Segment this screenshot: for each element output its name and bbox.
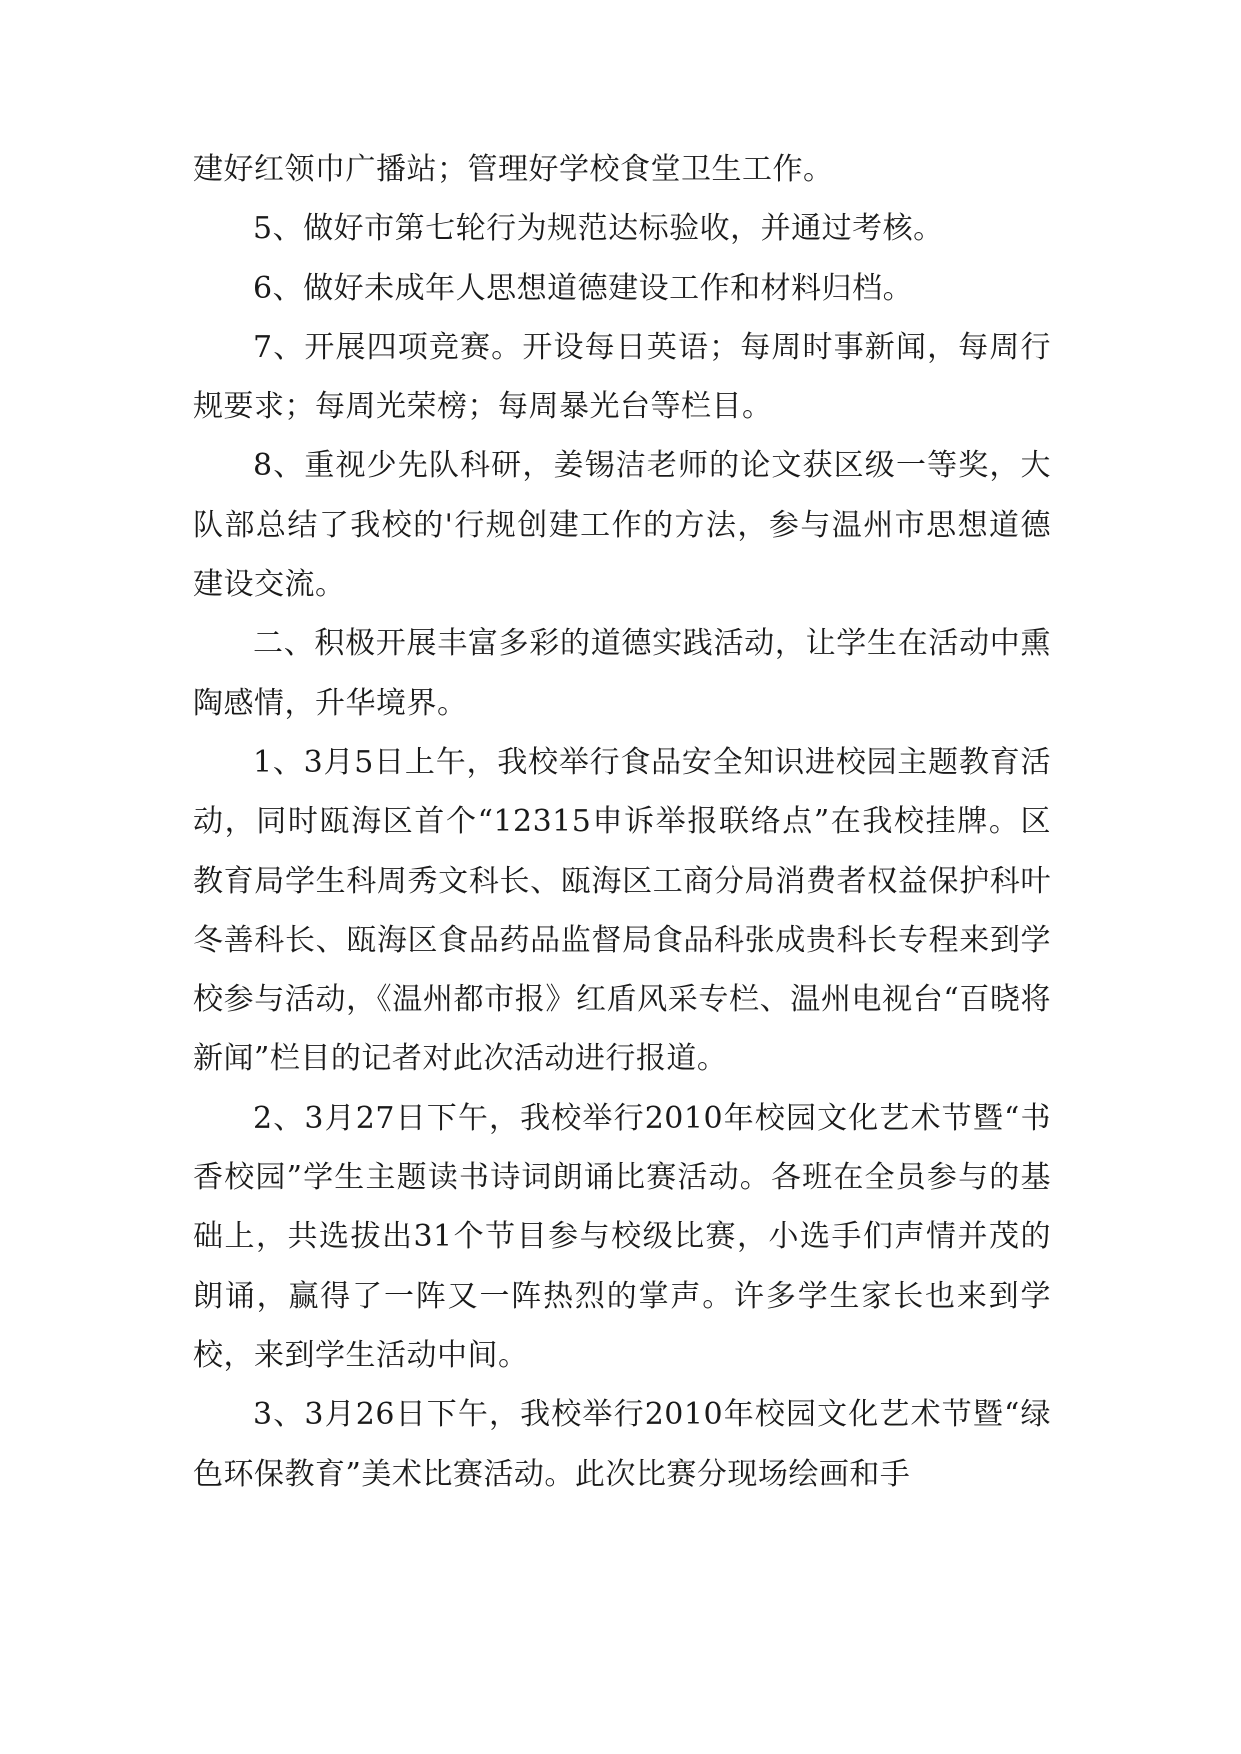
document-page bbox=[193, 140, 1051, 1504]
paragraph-activity-2: 2、3月27日下午，我校举行2010年校园文化艺术节暨“书香校园”学生主题读书诗词朗诵比赛活动。各班在全员参与的基础上，共选拔出31个节目参与校级比赛，小选手们声情并茂的朗诵，赢得了一阵又一阵热烈的掌声。许多学生家长也来到学校，来到学生活动中间。 bbox=[193, 1100, 1051, 1373]
paragraph-item-7: 7、开展四项竞赛。开设每日英语；每周时事新闻，每周行规要求；每周光荣榜；每周暴光台等栏目。 bbox=[193, 329, 1051, 425]
paragraph-item-6: 6、做好未成年人思想道德建设工作和材料归档。 bbox=[253, 270, 914, 306]
paragraph-continuation: 建好红领巾广播站；管理好学校食堂卫生工作。 bbox=[193, 152, 834, 187]
paragraph-activity-3: 3、3月26日下午，我校举行2010年校园文化艺术节暨“绿色环保教育”美术比赛活动。此次比赛分现场绘画和手 bbox=[193, 1397, 1051, 1492]
paragraph-item-5: 5、做好市第七轮行为规范达标验收，并通过考核。 bbox=[253, 211, 944, 247]
paragraph-activity-1: 1、3月5日上午，我校举行食品安全知识进校园主题教育活动，同时瓯海区首个“12315申诉举报联络点”在我校挂牌。区教育局学生科周秀文科长、瓯海区工商分局消费者权益保护科叶冬善科长、瓯海区食品药品监督局食品科张成贵科长专程来到学校参与活动，《温州都市报》红盾风采专栏、温州电视台“百晓将新闻”栏目的记者对此次活动进行报道。 bbox=[193, 744, 1051, 1077]
section-heading-2: 二、积极开展丰富多彩的道德实践活动，让学生在活动中熏陶感情，升华境界。 bbox=[193, 626, 1051, 721]
paragraph-item-8: 8、重视少先队科研，姜锡洁老师的论文获区级一等奖，大队部总结了我校的'行规创建工作的方法，参与温州市思想道德建设交流。 bbox=[193, 448, 1051, 603]
